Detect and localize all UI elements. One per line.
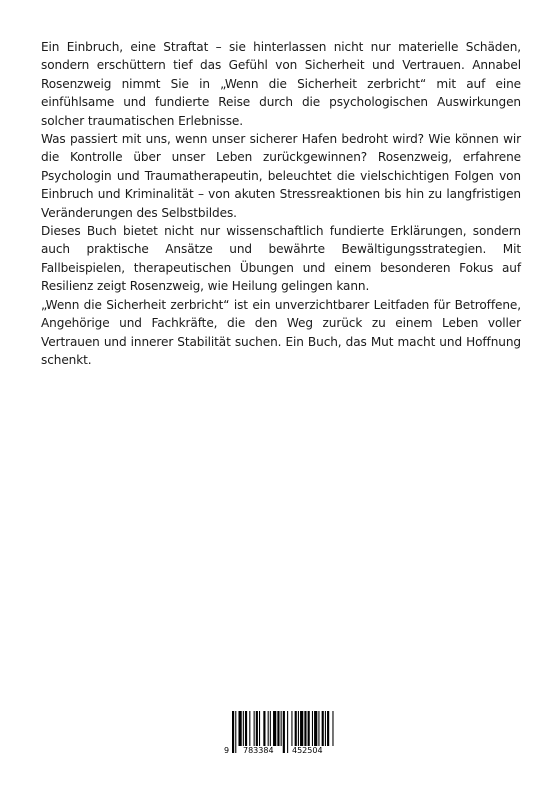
barcode-bar	[268, 711, 269, 746]
barcode-bar	[298, 711, 299, 746]
barcode-bar	[281, 711, 282, 746]
blurb-paragraph-4: „Wenn die Sicherheit zerbricht“ ist ein unverzichtbarer Leitfaden für Betroffene, Angehörige und Fachkräfte, die den Weg zurück zu einem Leben voller Vertrauen und innerer Stabilität suchen. Ein Buch, das Mut macht und Hoffnung schenkt.	[41, 297, 521, 367]
barcode-bar	[238, 711, 241, 746]
barcode-bar	[259, 711, 260, 746]
barcode-bar	[287, 711, 288, 753]
barcode-bar	[318, 711, 319, 746]
barcode-bar	[245, 711, 247, 746]
barcode-bar	[322, 711, 324, 746]
barcode-bar	[332, 711, 333, 746]
barcode-bar	[325, 711, 326, 746]
barcode-bar	[312, 711, 313, 746]
barcode-bar	[327, 711, 329, 746]
barcode-bar	[232, 711, 234, 753]
barcode-bar	[283, 711, 285, 753]
blurb-paragraph-3: Dieses Buch bietet nicht nur wissenschaftlich fundierte Erklärungen, sondern auch praktische Ansätze und bewährte Bewältigungsstrategien. Mit Fallbeispielen, therapeutischen Übungen und einem besonderen Fokus auf Resilienz zeigt Rosenzweig, wie Heilung gelingen kann.	[41, 224, 521, 294]
barcode-bar	[314, 711, 317, 746]
barcode-bar	[235, 711, 236, 753]
barcode-right-digits: 452504	[292, 746, 323, 755]
barcode-bar	[304, 711, 306, 746]
blurb-paragraph-2: Was passiert mit uns, wenn unser sicherer Hafen bedroht wird? Wie können wir die Kontrolle über unser Leben zurückgewinnen? Rosenzweig, erfahrene Psychologin und Traumatherapeutin, beleuchtet die vielschichtigen Folgen von Einbruch und Kriminalität – von akuten Stressreaktionen bis hin zu langfristigen Veränderungen des Selbstbildes.	[41, 132, 521, 220]
barcode-bar	[263, 711, 265, 746]
barcode-bar	[273, 711, 276, 746]
barcode-bar	[243, 711, 244, 746]
barcode-bar	[270, 711, 271, 746]
barcode-bar	[254, 711, 255, 746]
barcode-first-digit: 9	[224, 746, 230, 755]
barcode-bar	[277, 711, 279, 746]
barcode-bar	[256, 711, 258, 746]
isbn-barcode	[224, 711, 336, 757]
barcode-bar	[249, 711, 250, 746]
barcode-bar	[308, 711, 310, 746]
barcode-bar	[295, 711, 297, 746]
barcode-left-digits: 783384	[243, 746, 274, 755]
back-cover-blurb	[41, 38, 521, 369]
blurb-paragraph-1: Ein Einbruch, eine Straftat – sie hinterlassen nicht nur materielle Schäden, sondern erschüttern tief das Gefühl von Sicherheit und Vertrauen. Annabel Rosenzweig nimmt Sie in „Wenn die Sicherheit zerbricht“ mit auf eine einfühlsame und fundierte Reise durch die psychologischen Auswirkungen solcher traumatischen Erlebnisse.	[41, 40, 521, 128]
barcode-bar	[291, 711, 292, 746]
barcode-bar	[300, 711, 303, 746]
